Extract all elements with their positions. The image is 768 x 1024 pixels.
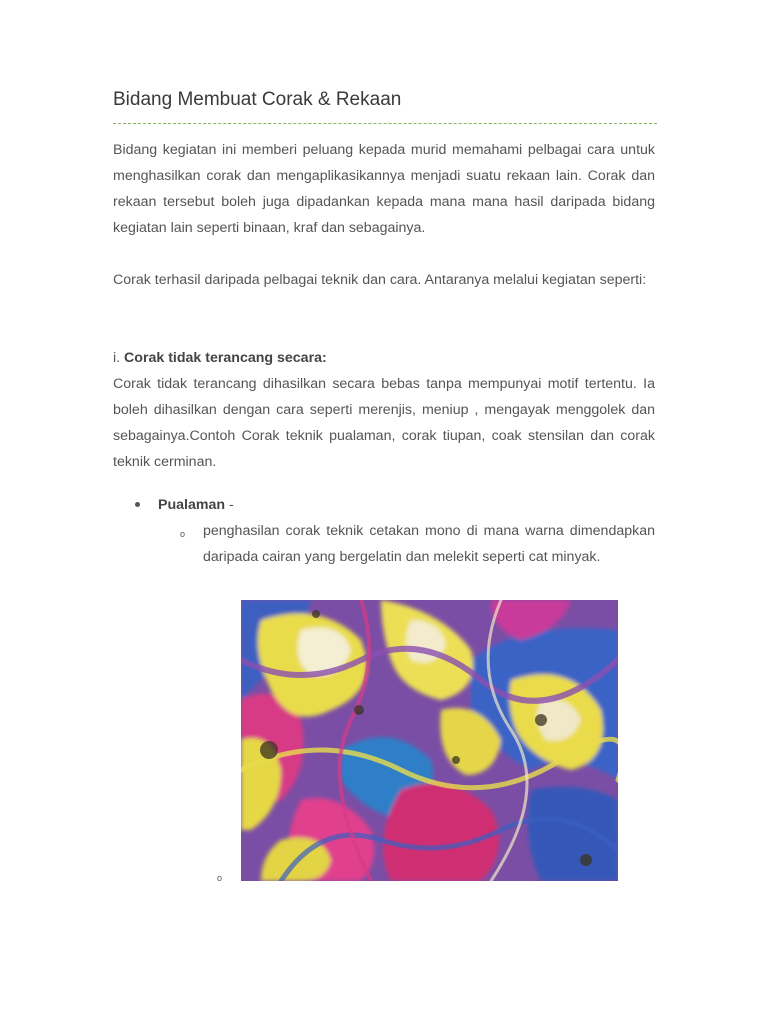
sub-bullet-text: penghasilan corak teknik cetakan mono di mana warna dimendapkan daripada cairan yang bergelatin dan melekit seperti cat minyak. xyxy=(203,523,655,565)
section-heading xyxy=(113,345,655,371)
bullet-suffix: - xyxy=(225,497,234,513)
title-divider xyxy=(113,123,657,124)
bullet-term: Pualaman xyxy=(158,497,226,513)
page-title: Bidang Membuat Corak & Rekaan xyxy=(113,89,402,110)
techniques-paragraph: Corak terhasil daripada pelbagai teknik dan cara. Antaranya melalui kegiatan seperti: xyxy=(113,272,647,288)
sub-bullet-circle-icon: o xyxy=(180,529,186,539)
section-number: i. xyxy=(113,350,121,366)
section-heading-text: Corak tidak terancang secara: xyxy=(124,350,327,366)
bullet-item-pualaman xyxy=(135,492,234,518)
intro-paragraph: Bidang kegiatan ini memberi peluang kepada murid memahami pelbagai cara untuk menghasilkan corak dan mengaplikasikannya menjadi suatu rekaan lain. Corak dan rekaan tersebut boleh juga dipadankan kepada mana mana hasil daripada bidang kegiatan lain seperti binaan, kraf dan sebagainya. xyxy=(113,142,655,236)
marbled-paint-image xyxy=(241,600,618,881)
section-body: Corak tidak terancang dihasilkan secara bebas tanpa mempunyai motif tertentu. Ia boleh dihasilkan dengan cara seperti merenjis, meniup , mengayak menggolek dan sebagainya.Contoh Corak teknik pualaman, corak tiupan, coak stensilan dan corak teknik cerminan. xyxy=(113,376,655,470)
bullet-dot-icon xyxy=(135,502,140,507)
sub-bullet-circle-icon: o xyxy=(217,873,223,883)
